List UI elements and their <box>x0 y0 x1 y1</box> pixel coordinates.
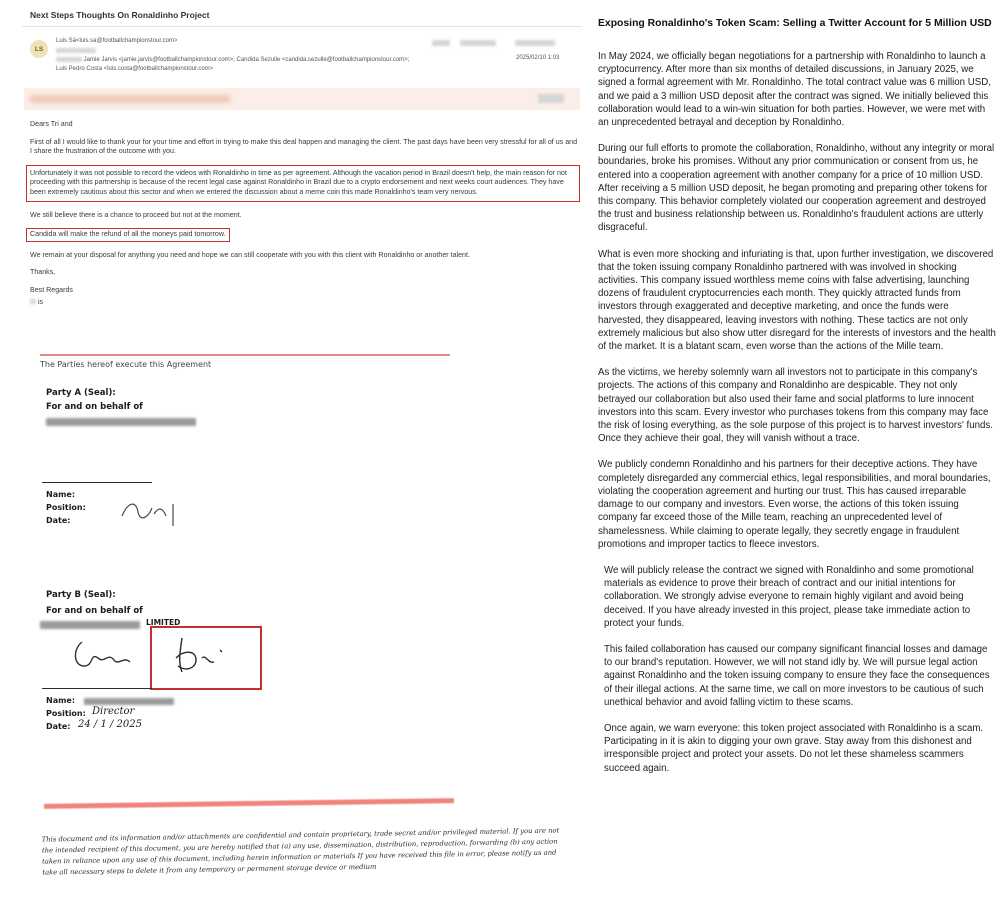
article-paragraph: As the victims, we hereby solemnly warn all investors not to participate in this company's projects. The actions of this company and Ronaldinho are despicable. They not only betrayed our collaboration but also used their fame and social platforms to lure innocent investors into this scam. Every investor who purchases tokens from this company may face the risk of losing everything, as the sole purpose of this project is to harvest investors' funds. Once they achieve their goal, they will vanish without a trace. <box>598 367 993 445</box>
redacted-party-a <box>46 418 196 426</box>
email-body <box>30 120 580 315</box>
redacted-mark <box>432 40 450 46</box>
email-from-text: Luis Sá<luis.sa@footballchampionstour.com> <box>56 38 178 44</box>
signature-line <box>42 688 152 689</box>
email-to-text: Jamie Jarvis <jamie.jarvis@footballchampionstour.com>; Candida Sezulle <candida.sezulle@footballchampionstour.com>; <box>83 57 410 64</box>
redacted-mark <box>515 40 555 46</box>
attachment-banner <box>24 88 580 110</box>
position-label: Position: <box>46 503 86 512</box>
article-paragraph: During our full efforts to promote the collaboration, Ronaldinho, without any integrity or moral boundaries, broke his promises. Without any prior communication or consent from us, he entered into a cooperation agreement with another company for a price of 10 million USD. After receiving a 5 million USD deposit, he began promoting and preparing other tokens for this company. This behavior completely violated our cooperation agreement and destroyed the trust and business relationship between us. Ronaldinho's fraudulent actions are utterly disgraceful. <box>598 143 995 234</box>
avatar: LS <box>30 40 48 58</box>
refund-line: Candida will make the refund of all the moneys paid tomorrow. <box>30 230 226 239</box>
article-paragraph: This failed collaboration has caused our company significant financial losses and damage to our brand's reputation. However, we will not stand idly by. We will pursue legal action against Ronaldinho and the token issuing company to ensure they face the consequences of their illegal actions. At the same time, we call on more investors to be cautious of such unethical behavior and avoid falling victim to these scams. <box>604 643 990 708</box>
refund-highlight-box <box>26 228 230 242</box>
party-b-label: Party B (Seal): <box>46 590 116 600</box>
agreement-intro: The Parties hereof execute this Agreement <box>40 360 212 369</box>
email-signoff-text: is <box>37 297 44 306</box>
email-to <box>56 48 96 54</box>
email-paragraph: We remain at your disposal for anything you need and hope we can still cooperate with you with this client with Ronaldinho or another talent. <box>30 250 470 259</box>
article-paragraph: Once again, we warn everyone: this token project associated with Ronaldinho is a scam. Participating in it is akin to digging your own grave. Stay away from this dishonest and irresponsible project and protect your assets. Do not let these shameless scammers succeed again. <box>604 722 984 774</box>
redacted-recipients <box>56 48 96 53</box>
email-greeting: Dears Tri and <box>30 120 73 128</box>
party-b-behalf: For and on behalf of <box>46 606 143 616</box>
email-paragraph: First of all I would like to thank your for your time and effort in trying to make this deal happen and managing the client. The past days have been very stressful for all of us and I share the frustration of the outcome with you. <box>30 137 578 156</box>
article-title: Exposing Ronaldinho's Token Scam: Selling a Twitter Account for 5 Million USD <box>598 18 992 29</box>
date-b-value: 24 / 1 / 2025 <box>78 719 142 730</box>
email-to-line <box>56 57 409 63</box>
party-a-behalf: For and on behalf of <box>46 402 143 412</box>
article-body <box>598 50 996 788</box>
email-subject: Next Steps Thoughts On Ronaldinho Project <box>30 10 210 20</box>
highlighted-paragraph: Unfortunately it was not possible to record the videos with Ronaldinho in time as per agreement. Although the vacation period in Brazil doesn't help, the main reason for not proceeding with this partnership is because of the recent legal case against Ronaldinho in Brazil due to a crypto endorsement and next weeks court audiences. They have been extremely cautious about this sector and when we entered the discussion about a meme coin this made Ronaldinho's team very nervous. <box>30 168 567 196</box>
email-signoff <box>30 298 580 308</box>
name-b-label: Name: <box>46 696 76 705</box>
party-a-label: Party A (Seal): <box>46 388 116 398</box>
limited-text: LIMITED <box>146 618 181 627</box>
email-cc <box>56 66 213 72</box>
email-paragraph: We still believe there is a chance to proceed but not at the moment. <box>30 210 242 219</box>
date-b-label: Date: <box>46 722 71 731</box>
date-label: Date: <box>46 516 71 525</box>
redacted-name <box>30 299 36 304</box>
signature-line <box>42 482 152 483</box>
redacted-banner-text <box>30 95 230 103</box>
redacted-banner-icon <box>538 94 564 103</box>
highlighted-signature <box>162 632 252 684</box>
highlight-box <box>26 165 580 202</box>
article-paragraph: We publicly condemn Ronaldinho and his partners for their deceptive actions. They have completely disregarded any commercial ethics, legal responsibilities, and moral boundaries, violating the cooperation agreement and hurting our trust. This has caused irreparable damage to our company and investors. Even worse, the actions of this token issuing company far exceed those of the Mille team, reaching an unprecedented level of shamelessness. While claiming to operate legally, they secretly engage in fraudulent promotions and improper tactics to fleece investors. <box>598 459 991 550</box>
email-from <box>56 38 178 44</box>
position-b-label: Position: <box>46 709 86 718</box>
divider <box>22 26 582 27</box>
article-paragraph: We will publicly release the contract we signed with Ronaldinho and some promotional materials as evidence to prove their breach of contract and our initial intentions for collaboration. We strongly advise everyone to remain highly vigilant and avoid being deceived. If you have already invested in this project, please take immediate action to protect your funds. <box>604 564 974 629</box>
email-regards: Best Regards <box>30 285 73 294</box>
position-b-value: Director <box>92 706 135 717</box>
email-header-redacted <box>432 40 555 47</box>
agreement-scan <box>22 350 584 916</box>
redacted-name <box>56 57 82 62</box>
redacted-mark <box>460 40 496 46</box>
name-label: Name: <box>46 490 76 499</box>
article-paragraph: In May 2024, we officially began negotiations for a partnership with Ronaldinho to launch a cryptocurrency. After more than six months of detailed discussions, in January 2025, we signed a formal agreement with Mr. Ronaldinho. The total contract value was 6 million USD, and we paid a 3 million USD deposit after the contract was signed. We initially believed this collaboration would lead to a win-win situation for both parties. However, we were met with an unprecedented betrayal and deception by Ronaldinho. <box>598 51 991 129</box>
article <box>596 0 1000 916</box>
redacted-name-b <box>84 698 174 705</box>
red-stripe <box>44 798 454 809</box>
email-cc-text: Luis Pedro Costa <luis.costa@footballchampionstour.com> <box>56 66 214 72</box>
party-a-signature-scribble <box>118 496 188 532</box>
redacted-party-b <box>40 621 140 629</box>
party-b-signature <box>68 632 148 682</box>
confidentiality-disclaimer: This document and its information and/or attachments are confidential and contain proprietary, trade secret and/or privileged material. If you are not the intended recipient of this document, you are hereby notified that (a) any use, dissemination, distribution, reproduction, forwarding (b) any action taken in reliance upon any use of this document, including herein information or materials If you have received this file in error, please notify us and take all necessary steps to delete it from any temporary or permanent storage device or medium <box>41 826 560 877</box>
email-screenshot <box>22 0 584 350</box>
email-thanks: Thanks, <box>30 268 56 277</box>
email-date: 2025/02/10 1:03 <box>516 55 560 61</box>
article-paragraph: What is even more shocking and infuriating is that, upon further investigation, we discovered that the token issuing company Ronaldinho partnered with was involved in shocking activities. This company issued worthless meme coins with false advertising, launching dozens of fraudulent cryptocurrencies each month. They quickly attracted funds from investors through exaggerated and deceptive marketing, and once the funds were harvested, they disappeared, leaving investors with nothing. These tactics are not only extremely malicious but also show utter disregard for the interests of investors and the health of the market. It is a blatant scam, even worse than the actions of the Mille team. <box>598 248 996 353</box>
red-rule <box>40 354 450 356</box>
